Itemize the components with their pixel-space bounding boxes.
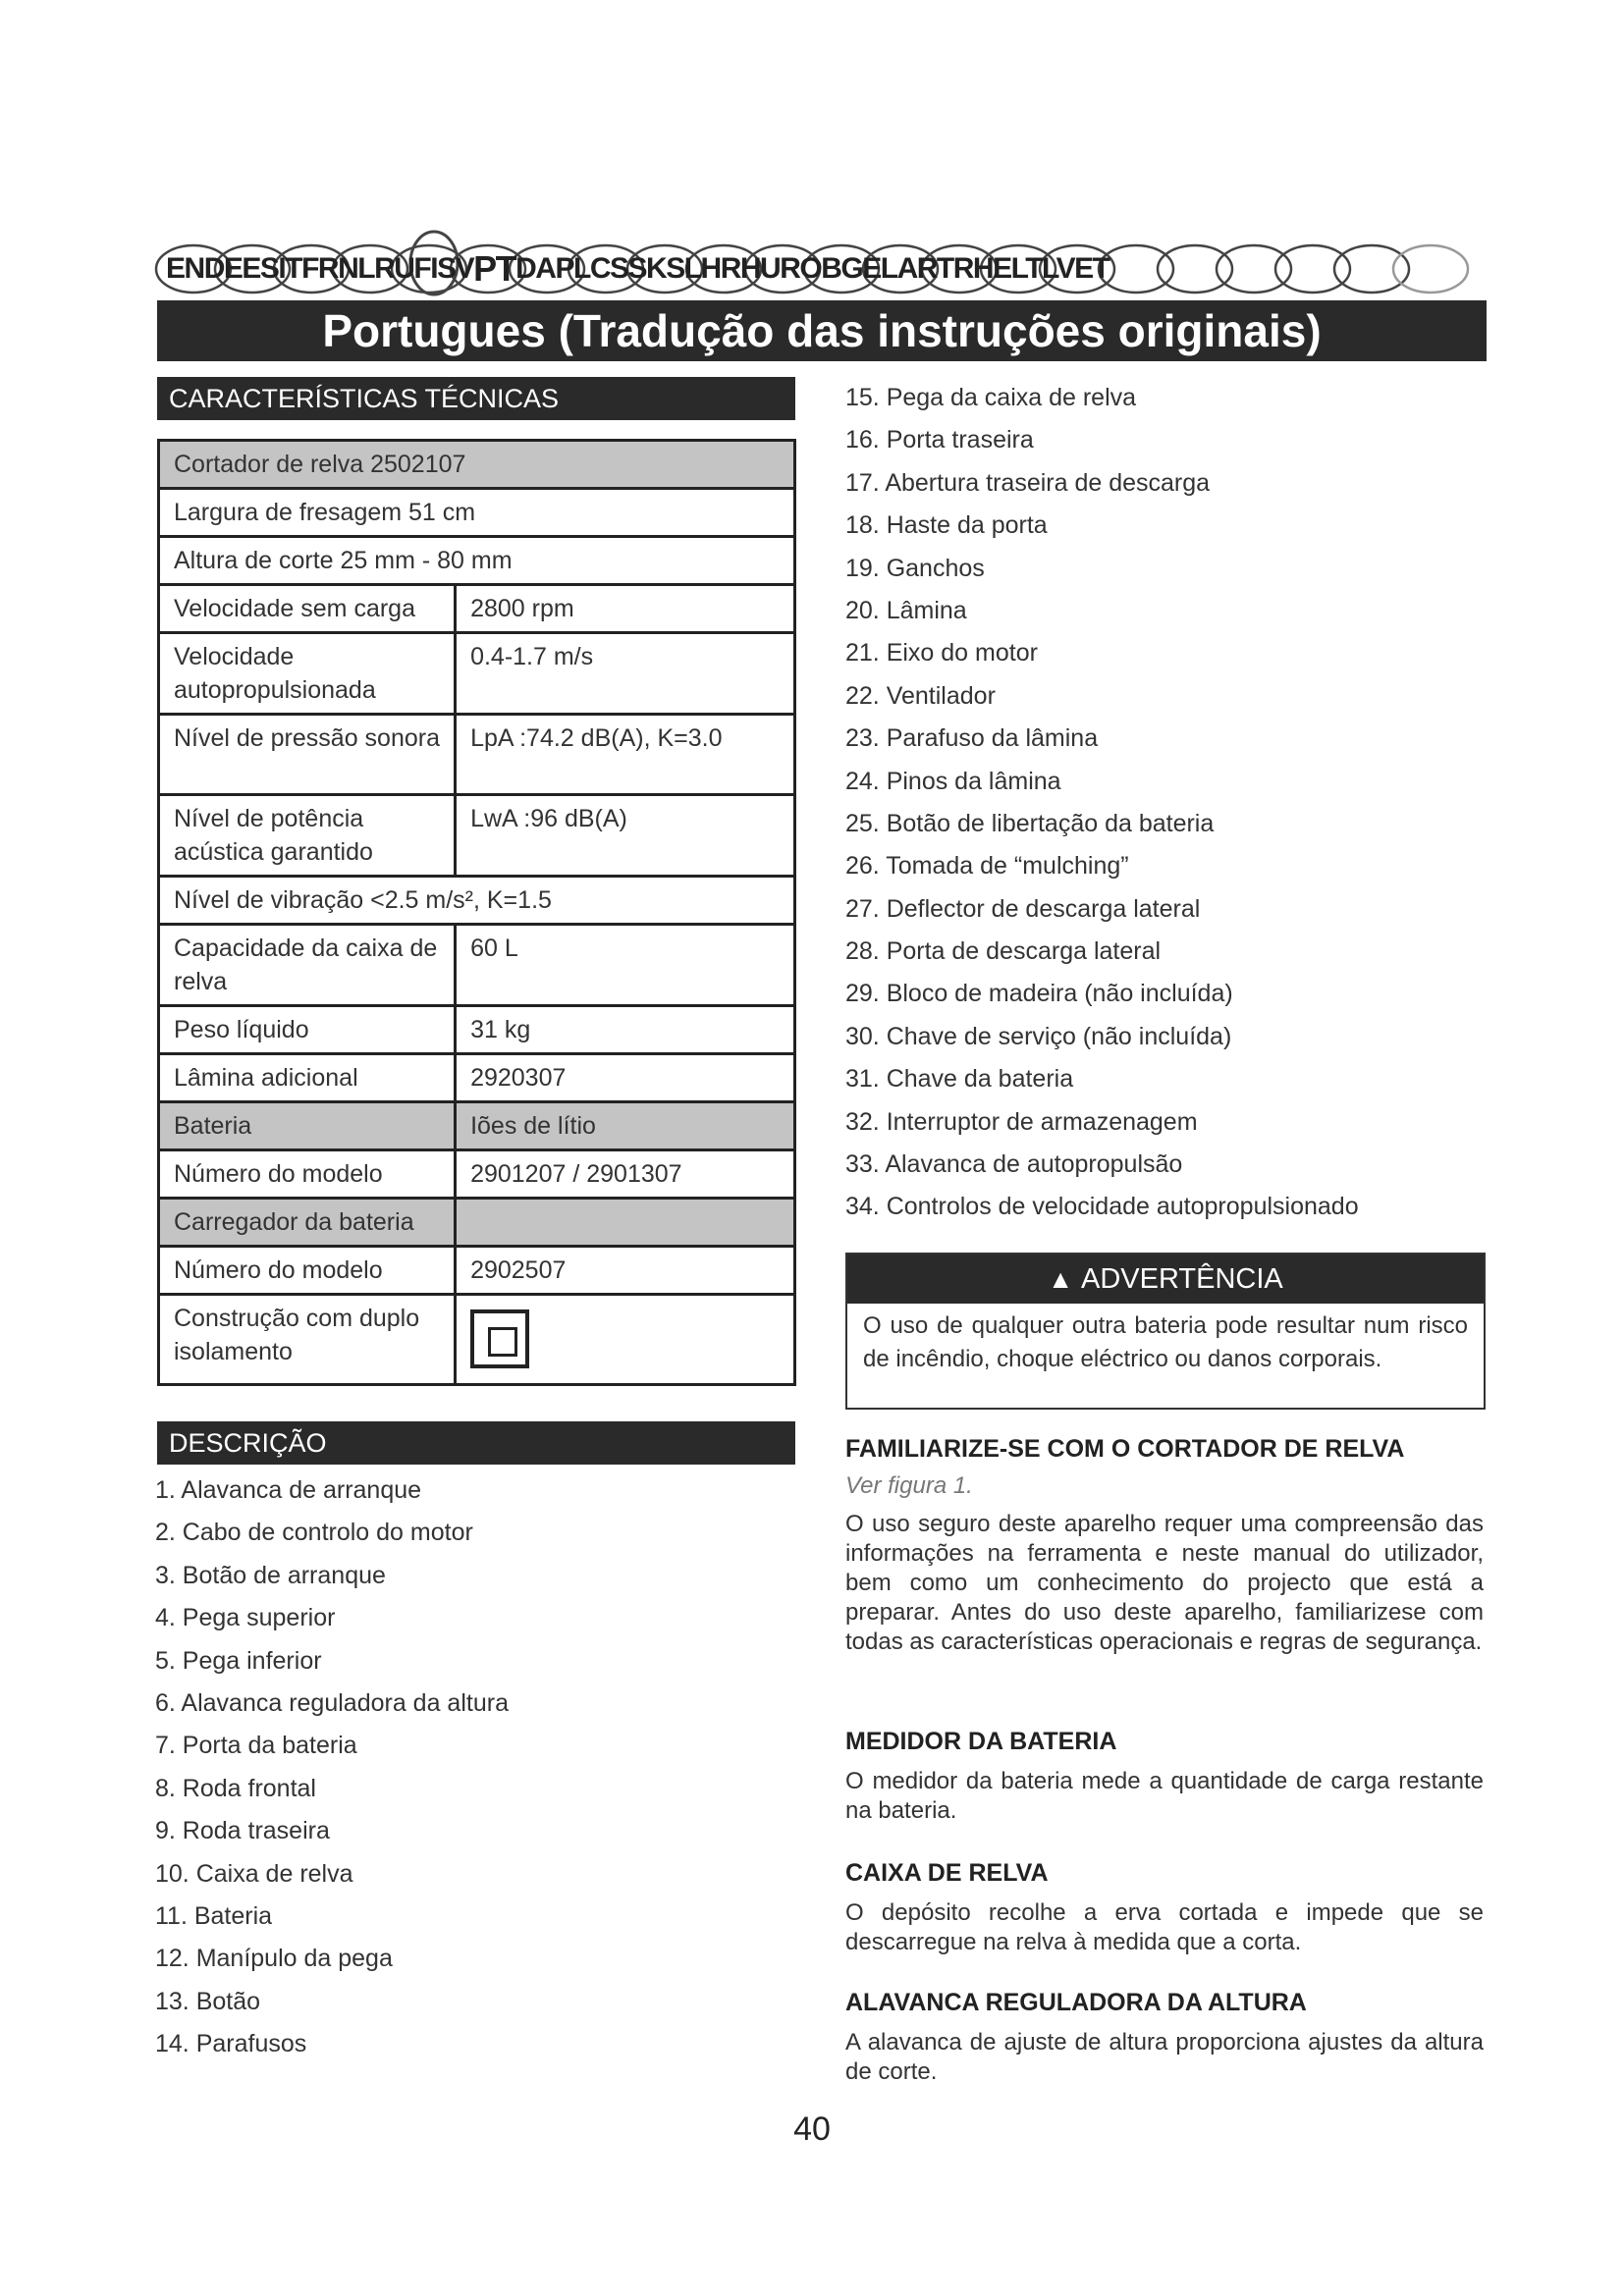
list-item: 5. Pega inferior <box>155 1646 322 1675</box>
spec-label: Carregador da bateria <box>159 1199 456 1247</box>
lang-tab-hu[interactable]: HU <box>739 252 781 285</box>
spec-value: 31 kg <box>456 1006 795 1054</box>
list-item: 34. Controlos de velocidade autopropulsionado <box>845 1193 1359 1221</box>
spec-row <box>159 925 795 1006</box>
list-item: 1. Alavanca de arranque <box>155 1476 422 1504</box>
spec-label: Velocidade sem carga <box>159 585 456 633</box>
height-lever-section <box>845 1987 1484 2087</box>
list-item: 15. Pega da caixa de relva <box>845 384 1137 411</box>
spec-row <box>159 537 795 585</box>
spec-label: Peso líquido <box>159 1006 456 1054</box>
list-item: 7. Porta da bateria <box>155 1732 357 1760</box>
list-item: 16. Porta traseira <box>845 426 1034 454</box>
spec-row <box>159 1295 795 1385</box>
list-item: 14. Parafusos <box>155 2030 307 2058</box>
height-lever-text: A alavanca de ajuste de altura proporciona ajustes da altura de corte. <box>845 2029 1484 2085</box>
list-item: 32. Interruptor de armazenagem <box>845 1107 1198 1136</box>
list-item: 31. Chave da bateria <box>845 1065 1074 1094</box>
spec-label: Velocidade autopropulsionada <box>159 633 456 715</box>
spec-value: 2901207 / 2901307 <box>456 1150 795 1199</box>
spec-row <box>159 1247 795 1295</box>
list-item: 10. Caixa de relva <box>155 1859 353 1888</box>
spec-label: Número do modelo <box>159 1150 456 1199</box>
spec-label: Nível de pressão sonora <box>159 715 456 795</box>
spec-label: Capacidade da caixa de relva <box>159 925 456 1006</box>
lang-tab-bg[interactable]: BG <box>821 252 863 285</box>
list-item: 13. Botão <box>155 1987 261 2015</box>
warning-box <box>845 1253 1486 1410</box>
list-item: 24. Pinos da lâmina <box>845 767 1061 795</box>
description-list-left <box>155 1469 509 2065</box>
spec-row <box>159 877 795 925</box>
page-number: 40 <box>793 2110 831 2148</box>
spec-value <box>456 1295 795 1385</box>
list-item: 28. Porta de descarga lateral <box>845 937 1162 966</box>
list-item: 9. Roda traseira <box>155 1817 330 1845</box>
familiarize-text: O uso seguro deste aparelho requer uma compreensão das informações na ferramenta e neste manual do utilizador, bem como um conhecimento do projecto que está a preparar. Antes do uso deste aparelho, familiarizese com todas as características operacionais e regras de segurança. <box>845 1511 1484 1655</box>
lang-tab-hr[interactable]: HR <box>700 252 740 285</box>
grass-box-section <box>845 1857 1484 1957</box>
familiarize-heading: FAMILIARIZE-SE COM O CORTADOR DE RELVA <box>845 1435 1405 1463</box>
list-item: 4. Pega superior <box>155 1604 336 1632</box>
battery-meter-section <box>845 1726 1484 1826</box>
height-lever-heading: ALAVANCA REGULADORA DA ALTURA <box>845 1989 1307 2016</box>
grass-box-text: O depósito recolhe a erva cortada e impede que se descarregue na relva à medida que a corta. <box>845 1899 1484 1955</box>
double-insulation-icon <box>470 1309 529 1368</box>
lang-tab-cs[interactable]: CS <box>589 252 628 285</box>
spec-row <box>159 1199 795 1247</box>
lang-tab-fr[interactable]: FR <box>301 252 339 285</box>
spec-label: Nível de vibração <2.5 m/s², K=1.5 <box>159 877 795 925</box>
specs-table <box>157 439 796 1386</box>
lang-tab-pl[interactable]: PL <box>555 252 590 285</box>
lang-tab-he[interactable]: HE <box>972 252 1011 285</box>
spec-value: LwA :96 dB(A) <box>456 795 795 877</box>
warning-header <box>847 1255 1484 1304</box>
lang-tab-sl[interactable]: SL <box>666 252 701 285</box>
lang-tab-en[interactable]: EN <box>166 252 204 285</box>
list-item: 17. Abertura traseira de descarga <box>845 468 1211 497</box>
lang-tab-ar[interactable]: AR <box>896 252 937 285</box>
list-item: 25. Botão de libertação da bateria <box>845 809 1215 837</box>
lang-tab-nl[interactable]: NL <box>338 252 375 285</box>
lang-tab-lv[interactable]: LV <box>1042 252 1075 285</box>
spec-row <box>159 489 795 537</box>
language-tab-strip <box>154 228 1489 306</box>
spec-value: 0.4-1.7 m/s <box>456 633 795 715</box>
spec-value: Iões de lítio <box>456 1102 795 1150</box>
spec-row <box>159 715 795 795</box>
list-item: 20. Lâmina <box>845 596 967 624</box>
list-item: 18. Haste da porta <box>845 511 1048 540</box>
spec-row <box>159 1150 795 1199</box>
list-item: 23. Parafuso da lâmina <box>845 724 1099 753</box>
list-item: 11. Bateria <box>155 1901 273 1930</box>
lang-tab-lt[interactable]: LT <box>1010 252 1043 285</box>
lang-tab-sk[interactable]: SK <box>627 252 667 285</box>
warning-title: ADVERTÊNCIA <box>1081 1263 1283 1295</box>
lang-tab-fi[interactable]: FI <box>413 252 438 285</box>
spec-row <box>159 1054 795 1102</box>
list-item: 12. Manípulo da pega <box>155 1945 393 1973</box>
battery-meter-heading: MEDIDOR DA BATERIA <box>845 1728 1117 1755</box>
spec-label: Nível de potência acústica garantido <box>159 795 456 877</box>
list-item: 2. Cabo de controlo do motor <box>155 1519 473 1547</box>
lang-tab-ru[interactable]: RU <box>374 252 414 285</box>
spec-value: 2800 rpm <box>456 585 795 633</box>
warning-text: O uso de qualquer outra bateria pode resultar num risco de incêndio, choque eléctrico ou danos corporais. <box>863 1312 1468 1372</box>
list-item: 3. Botão de arranque <box>155 1561 386 1589</box>
see-figure-note: Ver figura 1. <box>845 1472 973 1499</box>
lang-tab-da[interactable]: DA <box>515 252 556 285</box>
language-codes <box>166 248 1110 289</box>
spec-label: Bateria <box>159 1102 456 1150</box>
spec-label: Número do modelo <box>159 1247 456 1295</box>
spec-label: Largura de fresagem 51 cm <box>159 489 795 537</box>
spec-row <box>159 1006 795 1054</box>
lang-tab-it[interactable]: IT <box>278 252 302 285</box>
lang-tab-et[interactable]: ET <box>1074 252 1110 285</box>
spec-value <box>456 1199 795 1247</box>
list-item: 26. Tomada de “mulching” <box>845 852 1129 881</box>
grass-box-heading: CAIXA DE RELVA <box>845 1859 1049 1887</box>
lang-tab-ro[interactable]: RO <box>780 252 822 285</box>
spec-row <box>159 1102 795 1150</box>
spec-row <box>159 441 795 489</box>
lang-tab-sv[interactable]: SV <box>437 252 474 285</box>
lang-tab-el[interactable]: EL <box>862 252 897 285</box>
spec-label: Cortador de relva 2502107 <box>159 441 795 489</box>
list-item: 29. Bloco de madeira (não incluída) <box>845 980 1233 1008</box>
spec-value: 60 L <box>456 925 795 1006</box>
spec-row <box>159 633 795 715</box>
list-item: 19. Ganchos <box>845 554 985 582</box>
familiarize-section <box>845 1433 1484 1657</box>
spec-label: Construção com duplo isolamento <box>159 1295 456 1385</box>
battery-meter-text: O medidor da bateria mede a quantidade de carga restante na bateria. <box>845 1768 1484 1824</box>
list-item: 33. Alavanca de autopropulsão <box>845 1150 1183 1179</box>
lang-tab-pt[interactable]: PT <box>473 248 516 289</box>
page-title: Portugues (Tradução das instruções originais) <box>157 300 1487 361</box>
spec-label: Altura de corte 25 mm - 80 mm <box>159 537 795 585</box>
lang-tab-es[interactable]: ES <box>242 252 279 285</box>
list-item: 6. Alavanca reguladora da altura <box>155 1688 509 1717</box>
spec-label: Lâmina adicional <box>159 1054 456 1102</box>
list-item: 22. Ventilador <box>845 681 996 710</box>
specs-heading: CARACTERÍSTICAS TÉCNICAS <box>157 377 795 420</box>
spec-value: 2902507 <box>456 1247 795 1295</box>
lang-tab-de[interactable]: DE <box>203 252 243 285</box>
warning-triangle-icon: ▲ <box>1048 1264 1073 1294</box>
list-item: 8. Roda frontal <box>155 1774 316 1802</box>
spec-row <box>159 795 795 877</box>
spec-value: LpA :74.2 dB(A), K=3.0 <box>456 715 795 795</box>
lang-tab-tr[interactable]: TR <box>936 252 973 285</box>
description-list-right <box>845 377 1359 1229</box>
spec-row <box>159 585 795 633</box>
spec-value: 2920307 <box>456 1054 795 1102</box>
list-item: 21. Eixo do motor <box>845 639 1038 667</box>
list-item: 27. Deflector de descarga lateral <box>845 894 1201 923</box>
list-item: 30. Chave de serviço (não incluída) <box>845 1022 1232 1050</box>
description-heading: DESCRIÇÃO <box>157 1421 795 1465</box>
